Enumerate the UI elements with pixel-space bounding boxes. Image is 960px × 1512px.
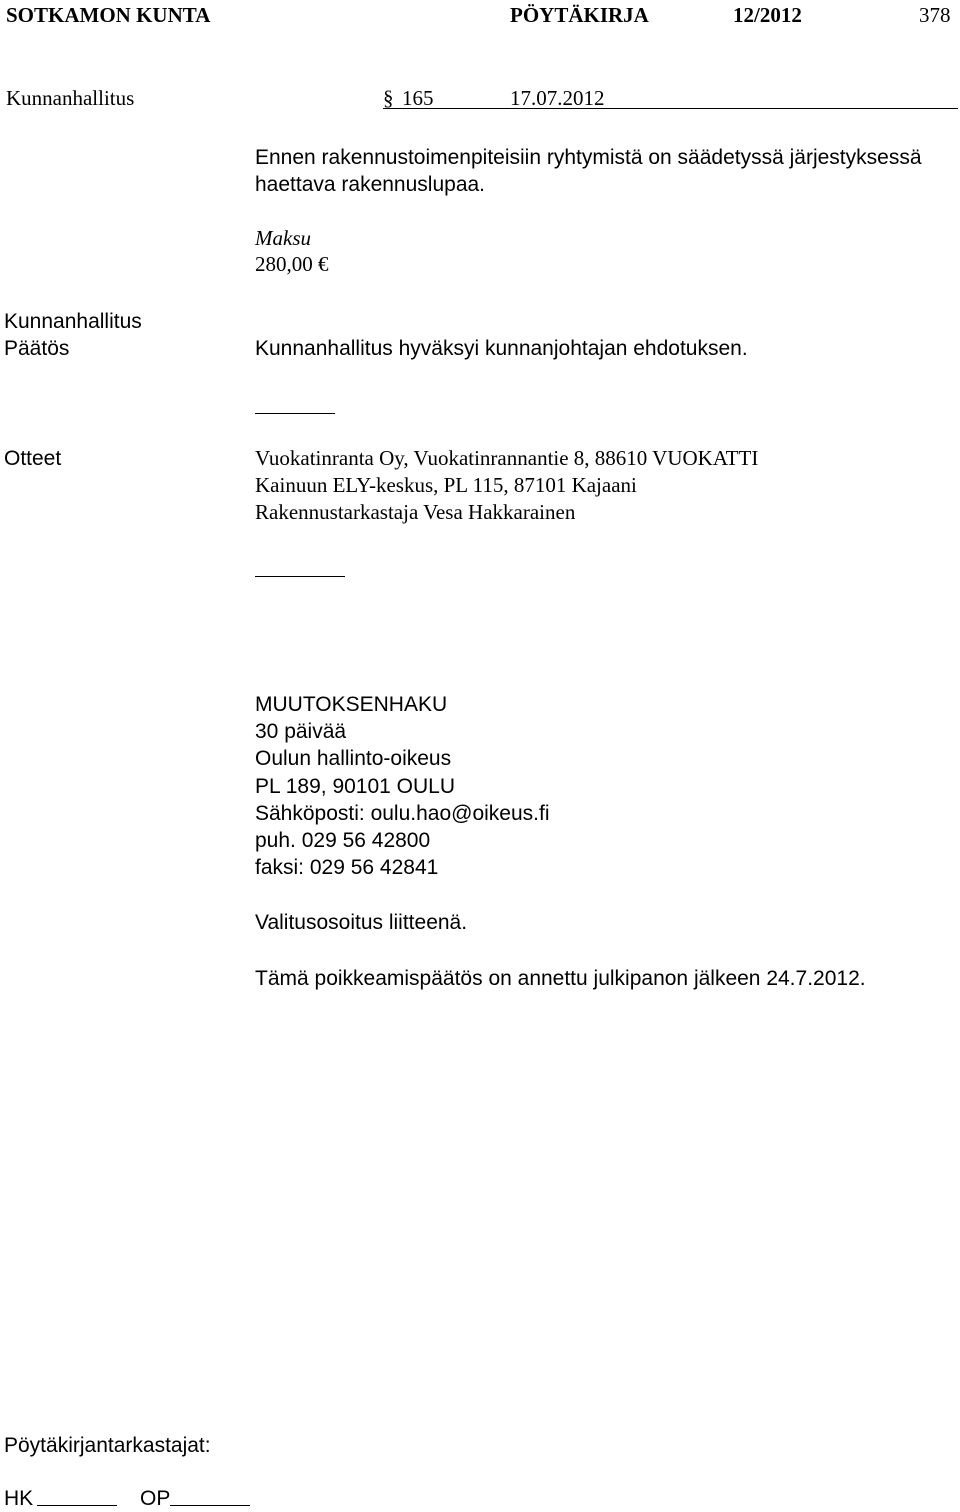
decision-text: Kunnanhallitus hyväksyi kunnanjohtajan ehdotuksen. (255, 337, 748, 360)
recipient-item: Rakennustarkastaja Vesa Hakkarainen (255, 500, 576, 524)
decision-divider (255, 413, 335, 414)
appeal-email: Sähköposti: oulu.hao@oikeus.fi (255, 802, 550, 825)
meeting-body: Kunnanhallitus (6, 86, 135, 110)
municipality-name: SOTKAMON KUNTA (6, 3, 211, 27)
recipient-item: Kainuun ELY-keskus, PL 115, 87101 Kajaani (255, 473, 637, 497)
appeal-address: PL 189, 90101 OULU (255, 775, 456, 798)
decision-label-body: Kunnanhallitus (4, 310, 142, 333)
recipient-item: Vuokatinranta Oy, Vuokatinrannantie 8, 88610 VUOKATTI (255, 446, 759, 470)
decision-label: Päätös (4, 337, 70, 360)
document-number: 12/2012 (733, 3, 802, 27)
section-number: 165 (402, 86, 434, 110)
appeal-deadline: 30 päivää (255, 720, 347, 743)
meeting-line-rule (383, 108, 958, 109)
appeal-heading: MUUTOKSENHAKU (255, 693, 448, 716)
appeal-instructions: Valitusosoitus liitteenä. (255, 911, 468, 934)
extracts-divider (255, 576, 345, 577)
extracts-label: Otteet (4, 447, 62, 470)
intro-line: haettava rakennuslupaa. (255, 173, 486, 196)
reviewer-signature-line (37, 1505, 117, 1506)
reviewers-label: Pöytäkirjantarkastajat: (4, 1434, 211, 1457)
reviewer-signature-line (170, 1505, 250, 1506)
fee-label: Maksu (255, 226, 311, 250)
appeal-phone: puh. 029 56 42800 (255, 829, 431, 852)
reviewer-initials: HK (4, 1487, 34, 1510)
appeal-fax: faksi: 029 56 42841 (255, 856, 439, 879)
fee-amount: 280,00 € (255, 252, 329, 276)
page-number: 378 (919, 3, 951, 27)
publication-notice: Tämä poikkeamispäätös on annettu julkipanon jälkeen 24.7.2012. (255, 967, 866, 990)
meeting-date: 17.07.2012 (510, 86, 605, 110)
section-mark: § (383, 86, 394, 110)
appeal-court: Oulun hallinto-oikeus (255, 747, 452, 770)
intro-line: Ennen rakennustoimenpiteisiin ryhtymistä on säädetyssä järjestyksessä (255, 146, 922, 169)
reviewer-initials: OP (140, 1487, 171, 1510)
document-type: PÖYTÄKIRJA (510, 3, 649, 27)
